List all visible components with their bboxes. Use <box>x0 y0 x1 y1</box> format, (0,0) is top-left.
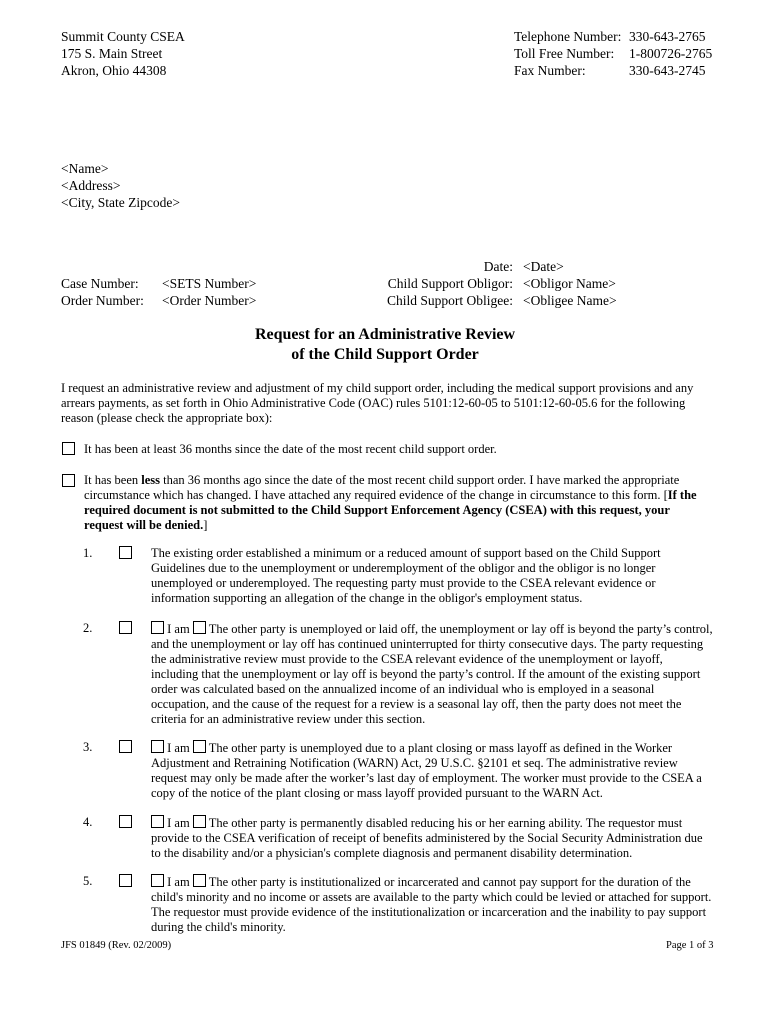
case-number-value: <SETS Number> <box>162 276 257 291</box>
contact-info <box>514 28 712 79</box>
item-5-checkbox[interactable] <box>119 874 132 887</box>
item-1-number: 1. <box>83 546 93 560</box>
option-36-months-checkbox[interactable] <box>62 442 75 455</box>
addressee-name: <Name> <box>61 161 109 176</box>
option-less-than-36-months-checkbox[interactable] <box>62 474 75 487</box>
form-id: JFS 01849 (Rev. 02/2009) <box>61 940 172 951</box>
intro-paragraph: I request an administrative review and adjustment of my child support order, including the medical support provisions and any arrears payments, as set forth in Ohio Administrative Code (OAC) rules 5101:12-60-05 to 5101:12-60-05.6 for the following reason (please check the appropriate box): <box>61 381 694 425</box>
item-2-text <box>151 621 713 727</box>
fax-label: Fax Number: <box>514 63 586 78</box>
item-4-i-am-label: I am <box>167 816 190 830</box>
item-3-i-am-label: I am <box>167 741 190 755</box>
item-4-number: 4. <box>83 815 93 829</box>
case-ids <box>61 275 256 309</box>
party-info <box>360 258 617 309</box>
item-5-number: 5. <box>83 874 93 888</box>
order-number-label: Order Number: <box>61 293 144 308</box>
agency-name: Summit County CSEA <box>61 29 185 44</box>
obligor-value: <Obligor Name> <box>523 276 616 291</box>
document-title <box>0 325 770 365</box>
addressee-block <box>61 160 180 211</box>
phone-value: 330-643-2765 <box>629 29 706 44</box>
case-number-label: Case Number: <box>61 276 139 291</box>
item-5-i-am-label: I am <box>167 875 190 889</box>
item-2-number: 2. <box>83 621 93 635</box>
item-4-body: The other party is permanently disabled reducing his or her earning ability. The requestor must provide to the CSEA verification of receipt of benefits administered by the Social Security Administration due to the disability and/or a physician's complete diagnosis and permanent disability determination. <box>151 816 703 860</box>
item-2-i-am-label: I am <box>167 622 190 636</box>
item-5-i-am-checkbox[interactable] <box>151 874 164 887</box>
item-3-i-am-checkbox[interactable] <box>151 740 164 753</box>
agency-street: 175 S. Main Street <box>61 46 163 61</box>
fax-value: 330-643-2745 <box>629 63 706 78</box>
agency-city: Akron, Ohio 44308 <box>61 63 167 78</box>
item-1-checkbox[interactable] <box>119 546 132 559</box>
tollfree-value: 1-800726-2765 <box>629 46 713 61</box>
item-5-other-party-checkbox[interactable] <box>193 874 206 887</box>
item-2-body: The other party is unemployed or laid off, the unemployment or lay off is beyond the party’s control, and the unemployment or lay off has continued uninterrupted for thirty consecutive days. The party requesting the administrative review must provide to the CSEA relevant evidence of the unemployment or layoff, including that the unemployment or lay off is beyond the party’s control. If the amount of the existing support order was calculated based on the annualized income of an individual who is employed in a seasonal occupation, and the cause of the request for a review is a seasonal lay off, then the party does not meet the criteria for an administrative review under this section. <box>151 622 713 726</box>
option2-mid: than 36 months ago since the date of the most recent child support order. I have marked the appropriate circumstance which has changed. I have attached any required evidence of the change in circumstance to this form. [ <box>84 473 680 502</box>
item-2-checkbox[interactable] <box>119 621 132 634</box>
item-5-body: The other party is institutionalized or incarcerated and cannot pay support for the duration of the child's minority and no income or assets are available to the party which could be levied or attached for support. The requestor must provide evidence of the institutionalization or incarceration and the inability to pay support during the child's minority. <box>151 875 712 934</box>
obligee-value: <Obligee Name> <box>523 293 617 308</box>
item-4-other-party-checkbox[interactable] <box>193 815 206 828</box>
date-value: <Date> <box>523 259 564 274</box>
item-3-other-party-checkbox[interactable] <box>193 740 206 753</box>
item-4-text <box>151 815 713 861</box>
option2-pre: It has been <box>84 473 142 487</box>
option2-less: less <box>141 473 161 487</box>
option-36-months-text: It has been at least 36 months since the date of the most recent child support order. <box>84 442 497 456</box>
option2-post: ] <box>203 518 208 532</box>
tollfree-label: Toll Free Number: <box>514 46 615 61</box>
item-5-text <box>151 874 713 935</box>
item-1-text: The existing order established a minimum or a reduced amount of support based on the Child Support Guidelines due to the unemployment or underemployment of the obligor and the obligor is no longer unemployed or underemployed. The requesting party must provide to the CSEA relevant evidence or information supporting an allegation of the change in the obligor's employment status. <box>151 546 661 605</box>
title-line-2: of the Child Support Order <box>291 346 479 363</box>
option2-warning: If the required document is not submitted to the Child Support Enforcement Agency (CSEA) with this request, your request will be denied. <box>84 488 697 532</box>
addressee-address: <Address> <box>61 178 121 193</box>
item-4-checkbox[interactable] <box>119 815 132 828</box>
obligee-label: Child Support Obligee: <box>387 293 513 308</box>
option-less-than-36-months-text <box>84 473 712 533</box>
order-number-value: <Order Number> <box>162 293 257 308</box>
item-2-other-party-checkbox[interactable] <box>193 621 206 634</box>
date-label: Date: <box>483 259 513 274</box>
sender-address <box>61 28 185 79</box>
addressee-city: <City, State Zipcode> <box>61 195 180 210</box>
item-3-checkbox[interactable] <box>119 740 132 753</box>
item-2-i-am-checkbox[interactable] <box>151 621 164 634</box>
item-3-number: 3. <box>83 740 93 754</box>
title-line-1: Request for an Administrative Review <box>254 326 516 343</box>
item-3-text <box>151 740 713 801</box>
item-4-i-am-checkbox[interactable] <box>151 815 164 828</box>
page-number: Page 1 of 3 <box>666 940 714 951</box>
obligor-label: Child Support Obligor: <box>387 276 513 291</box>
phone-label: Telephone Number: <box>514 29 622 44</box>
item-3-body: The other party is unemployed due to a plant closing or mass layoff as defined in the Worker Adjustment and Retraining Notification (WARN) Act, 29 U.S.C. §2101 et seq. The administrative review request may only be made after the worker’s last day of employment. The worker must provide to the CSEA a copy of the notice of the plant closing or mass layoff provided pursuant to the WARN Act. <box>151 741 702 800</box>
